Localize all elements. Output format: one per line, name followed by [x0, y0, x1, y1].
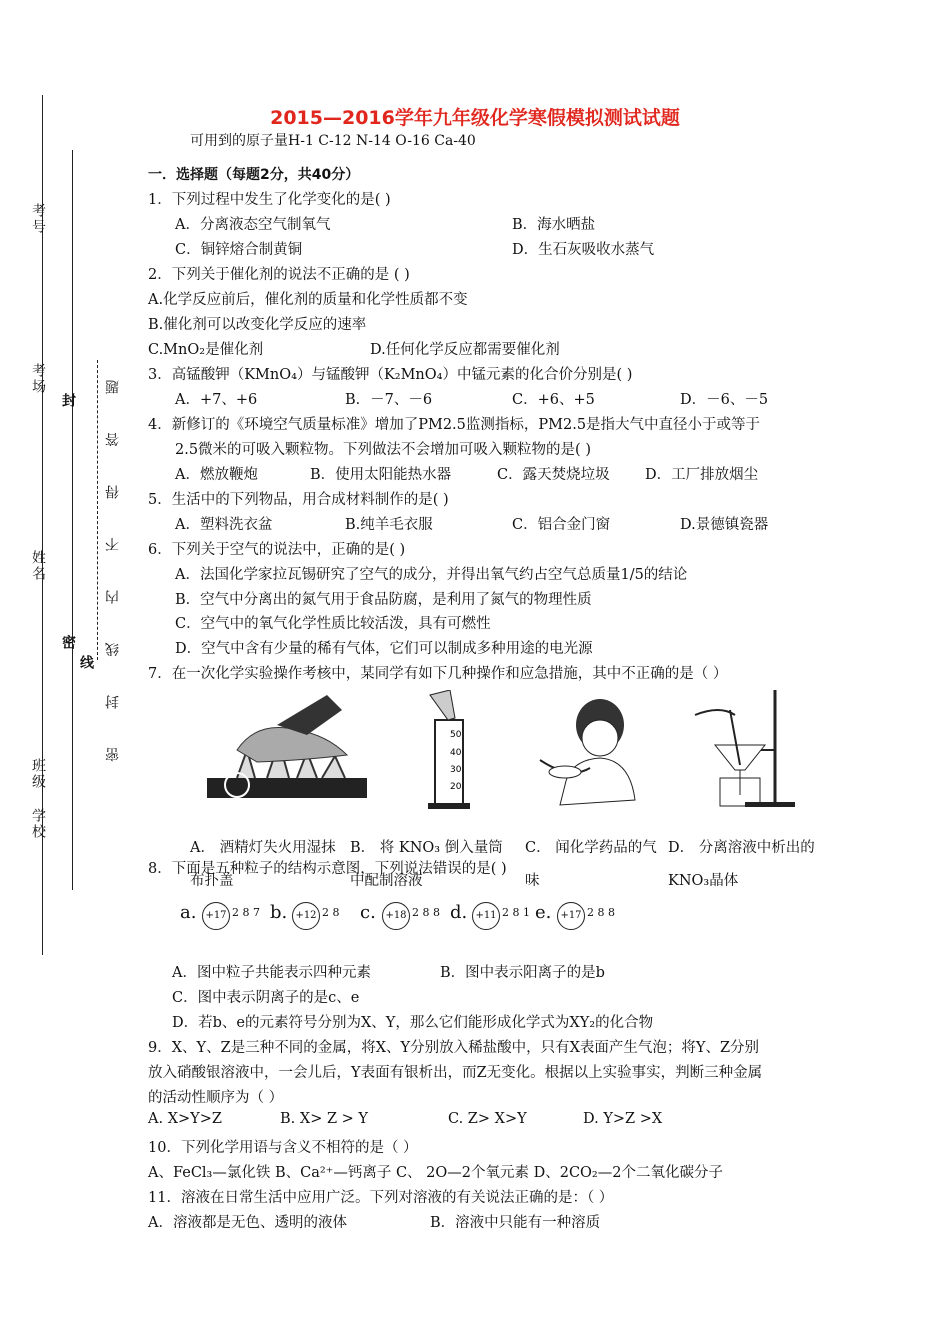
question-11: 11．溶液在日常生活中应用广泛。下列对溶液的有关说法正确的是：（ ）	[148, 1190, 614, 1206]
q5-option-b: B.纯羊毛衣服	[345, 517, 433, 533]
q5-option-d: D.景德镇瓷器	[680, 517, 769, 533]
figure-graduated-cylinder	[420, 690, 480, 815]
q6-option-c: C．空气中的氧气化学性质比较活泼，具有可燃性	[175, 616, 491, 632]
figure-smelling-chemical	[530, 690, 640, 815]
particle-shells: 2 8 8	[587, 906, 615, 919]
seal-warning: 密 封 线 内 不 得 答 题	[105, 363, 121, 762]
label-exam-number: 考号	[30, 203, 46, 235]
svg-text:50: 50	[450, 730, 462, 740]
particle-shells: 2 8 8	[412, 906, 440, 919]
question-9: 9．X、Y、Z是三种不同的金属，将X、Y分别放入稀盐酸中，只有X表面产生气泡；将Y、Z分别	[148, 1040, 760, 1056]
margin-line-inner	[72, 150, 73, 890]
particle-nucleus: +18	[382, 902, 410, 930]
particle-nucleus: +12	[292, 902, 320, 930]
question-2: 2．下列关于催化剂的说法不正确的是 ( )	[148, 267, 410, 283]
q8-option-a: A．图中粒子共能表示四种元素	[172, 965, 371, 981]
particle-label: e.	[535, 902, 552, 923]
figure-lamp-fire	[197, 690, 377, 815]
margin-dash-line	[97, 360, 98, 660]
q4-option-a: A．燃放鞭炮	[175, 467, 258, 483]
svg-text:40: 40	[450, 748, 462, 758]
q3-option-d: D．－6、－5	[680, 392, 769, 408]
dense-char: 密	[60, 635, 76, 651]
line-char: 线	[78, 655, 94, 671]
q5-option-c: C．铝合金门窗	[512, 517, 611, 533]
q6-option-b: B．空气中分离出的氮气用于食品防腐，是利用了氮气的物理性质	[175, 592, 592, 608]
q10-options: A、FeCl₃—氯化铁 B、Ca²⁺—钙离子 C、 2O—2个氧元素 D、2CO₂—2个二氧化碳分子	[148, 1165, 723, 1181]
particle-b	[270, 888, 360, 943]
q11-option-b: B．溶液中只能有一种溶质	[430, 1215, 601, 1231]
particle-c	[360, 888, 450, 943]
label-school: 学校	[30, 808, 46, 840]
particle-label: d.	[450, 902, 468, 923]
q4-option-d: D．工厂排放烟尘	[645, 467, 759, 483]
q9-option-c: C. Z> X>Y	[448, 1111, 527, 1127]
q7-caption-a: A． 酒精灯失火用湿抹布扑盖	[190, 840, 336, 889]
question-10: 10．下列化学用语与含义不相符的是（ ）	[148, 1140, 418, 1156]
question-6: 6．下列关于空气的说法中，正确的是( )	[148, 542, 406, 558]
q9-option-a: A. X>Y>Z	[148, 1111, 222, 1127]
question-3: 3．高锰酸钾（KMnO₄）与锰酸钾（K₂MnO₄）中锰元素的化合价分别是( )	[148, 367, 633, 383]
q2-option-a: A.化学反应前后，催化剂的质量和化学性质都不变	[148, 292, 468, 308]
page-title: 2015—2016学年九年级化学寒假模拟测试试题	[270, 107, 680, 129]
particle-nucleus: +17	[557, 902, 585, 930]
q4-option-c: C．露天焚烧垃圾	[497, 467, 610, 483]
q4-option-b: B．使用太阳能热水器	[310, 467, 452, 483]
figure-filtration	[690, 690, 800, 815]
particle-shells: 2 8	[322, 906, 340, 919]
q3-option-c: C．+6、+5	[512, 392, 595, 408]
q9-option-b: B. X> Z > Y	[280, 1111, 368, 1127]
q7-caption-c: C． 闻化学药品的气味	[525, 840, 657, 889]
section-heading: 一．选择题（每题2分，共40分）	[148, 167, 360, 183]
q6-option-d: D．空气中含有少量的稀有气体，它们可以制成多种用途的电光源	[175, 641, 593, 657]
seal-char: 封	[60, 393, 76, 409]
q1-option-a: A．分离液态空气制氧气	[175, 217, 331, 233]
q1-option-d: D．生石灰吸收水蒸气	[512, 242, 655, 258]
q1-option-c: C．铜锌熔合制黄铜	[175, 242, 303, 258]
q7-caption-b: B． 将 KNO₃ 倒入量筒中配制溶液	[350, 840, 503, 889]
particle-shells: 2 8 1	[502, 906, 530, 919]
q3-option-b: B．－7、－6	[345, 392, 433, 408]
particle-diagrams	[180, 888, 620, 943]
q2-option-c: C.MnO₂是催化剂	[148, 342, 264, 358]
question-4: 4．新修订的《环境空气质量标准》增加了PM2.5监测指标，PM2.5是指大气中直径小于或等于	[148, 417, 761, 433]
atomic-masses: 可用到的原子量H-1 C-12 N-14 O-16 Ca-40	[190, 133, 476, 149]
q5-option-a: A．塑料洗衣盆	[175, 517, 273, 533]
label-class: 班级	[30, 758, 46, 790]
particle-nucleus: +17	[202, 902, 230, 930]
q8-option-d: D．若b、e的元素符号分别为X、Y，那么它们能形成化学式为XY₂的化合物	[172, 1015, 654, 1031]
particle-label: b.	[270, 902, 288, 923]
svg-text:20: 20	[450, 782, 462, 792]
particle-d	[450, 888, 540, 943]
svg-text:30: 30	[450, 765, 462, 775]
q9-option-d: D. Y>Z >X	[583, 1111, 663, 1127]
q3-option-a: A．+7、+6	[175, 392, 258, 408]
particle-label: a.	[180, 902, 197, 923]
particle-a	[180, 888, 270, 943]
particle-e	[535, 888, 625, 943]
question-9-cont: 放入硝酸银溶液中，一会儿后，Y表面有银析出，而Z无变化。根据以上实验事实，判断三种金属	[148, 1065, 763, 1081]
particle-nucleus: +11	[472, 902, 500, 930]
q2-option-d: D.任何化学反应都需要催化剂	[370, 342, 560, 358]
q2-option-b: B.催化剂可以改变化学反应的速率	[148, 317, 367, 333]
question-5: 5．生活中的下列物品，用合成材料制作的是( )	[148, 492, 449, 508]
q1-option-b: B．海水晒盐	[512, 217, 596, 233]
question-1: 1．下列过程中发生了化学变化的是( )	[148, 192, 391, 208]
label-name: 姓名	[30, 550, 46, 582]
q8-option-c: C．图中表示阴离子的是c、e	[172, 990, 360, 1006]
q11-option-a: A．溶液都是无色、透明的液体	[148, 1215, 347, 1231]
question-7: 7．在一次化学实验操作考核中，某同学有如下几种操作和应急措施，其中不正确的是（ ）	[148, 666, 728, 682]
question-4-cont: 2.5微米的可吸入颗粒物。下列做法不会增加可吸入颗粒物的是( )	[175, 442, 591, 458]
particle-label: c.	[360, 902, 376, 923]
question-9-cont2: 的活动性顺序为（ ）	[148, 1090, 284, 1106]
particle-shells: 2 8 7	[232, 906, 260, 919]
label-exam-room: 考场	[30, 363, 46, 395]
q6-option-a: A．法国化学家拉瓦锡研究了空气的成分，并得出氧气约占空气总质量1/5的结论	[175, 567, 688, 583]
q8-option-b: B．图中表示阳离子的是b	[440, 965, 605, 981]
q7-caption-d: D． 分离溶液中析出的KNO₃晶体	[668, 840, 815, 889]
question-8: 8．下面是五种粒子的结构示意图，下列说法错误的是( )	[148, 861, 507, 877]
